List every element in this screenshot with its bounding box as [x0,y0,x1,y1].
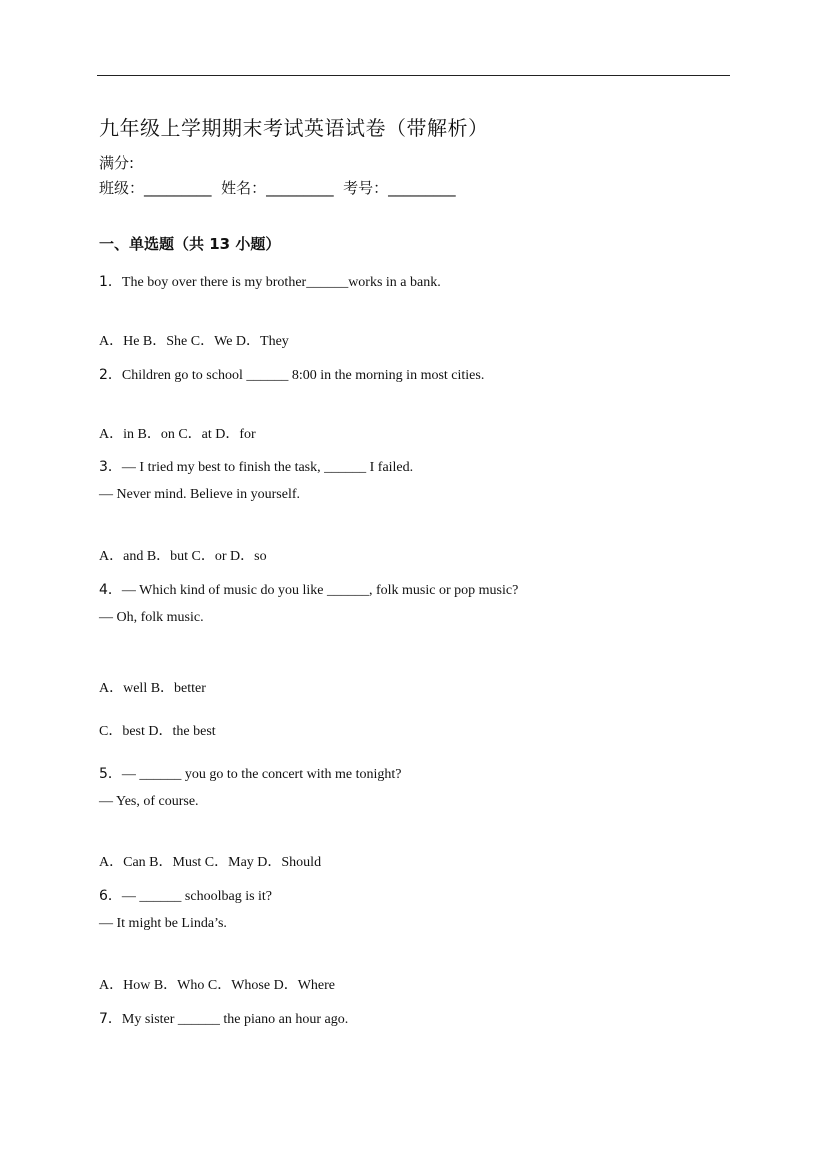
question-number: 2． [99,367,122,383]
number-blank[interactable]: _________ [388,179,456,197]
question-6-reply: — It might be Linda’s. [99,916,227,931]
question-stem: My sister ______ the piano an hour ago. [121,1012,349,1027]
question-1 [99,271,441,291]
header-rule [97,75,730,76]
question-number: 7． [99,1011,122,1027]
question-4-options-b: C．best D．the best [99,724,216,739]
question-5-options: A．Can B．Must C．May D．Should [99,855,322,870]
score-line [99,152,134,173]
name-blank[interactable]: _________ [266,179,334,197]
question-6 [99,885,272,905]
question-3-reply: — Never mind. Believe in yourself. [99,487,301,502]
question-3-options: A．and B．but C．or D．so [99,549,267,564]
question-number: 4． [99,582,122,598]
question-2-options: A．in B．on C．at D．for [99,427,256,442]
question-number: 5． [99,766,122,782]
question-number: 6． [99,888,122,904]
question-stem: — ______ you go to the concert with me tonight? [121,767,402,782]
page-title: 九年级上学期期末考试英语试卷（带解析） [99,116,489,140]
name-label: 姓名： [221,179,267,197]
question-3 [99,456,413,476]
question-stem: Children go to school ______ 8:00 in the morning in most cities. [121,368,485,383]
question-7 [99,1008,348,1028]
class-label: 班级： [99,179,145,197]
question-number: 3． [99,459,122,475]
question-4-reply: — Oh, folk music. [99,610,204,625]
question-1-options: A．He B．She C．We D．They [99,334,289,349]
question-4 [99,579,518,599]
class-blank[interactable]: _________ [144,179,212,197]
student-info-line [99,177,456,198]
score-label: 满分: [99,154,135,172]
question-4-options-a: A．well B．better [99,681,206,696]
question-5 [99,763,401,783]
question-5-reply: — Yes, of course. [99,794,199,809]
question-stem: The boy over there is my brother______works in a bank. [121,275,441,290]
question-stem: — Which kind of music do you like ______, folk music or pop music? [121,583,519,598]
question-stem: — ______ schoolbag is it? [121,889,273,904]
question-2 [99,364,484,384]
number-label: 考号： [343,179,389,197]
section-title: 一、单选题（共 13 小题） [99,235,281,253]
question-number: 1． [99,274,122,290]
question-stem: — I tried my best to finish the task, ______ I failed. [121,460,414,475]
question-6-options: A．How B．Who C．Whose D．Where [99,978,336,993]
